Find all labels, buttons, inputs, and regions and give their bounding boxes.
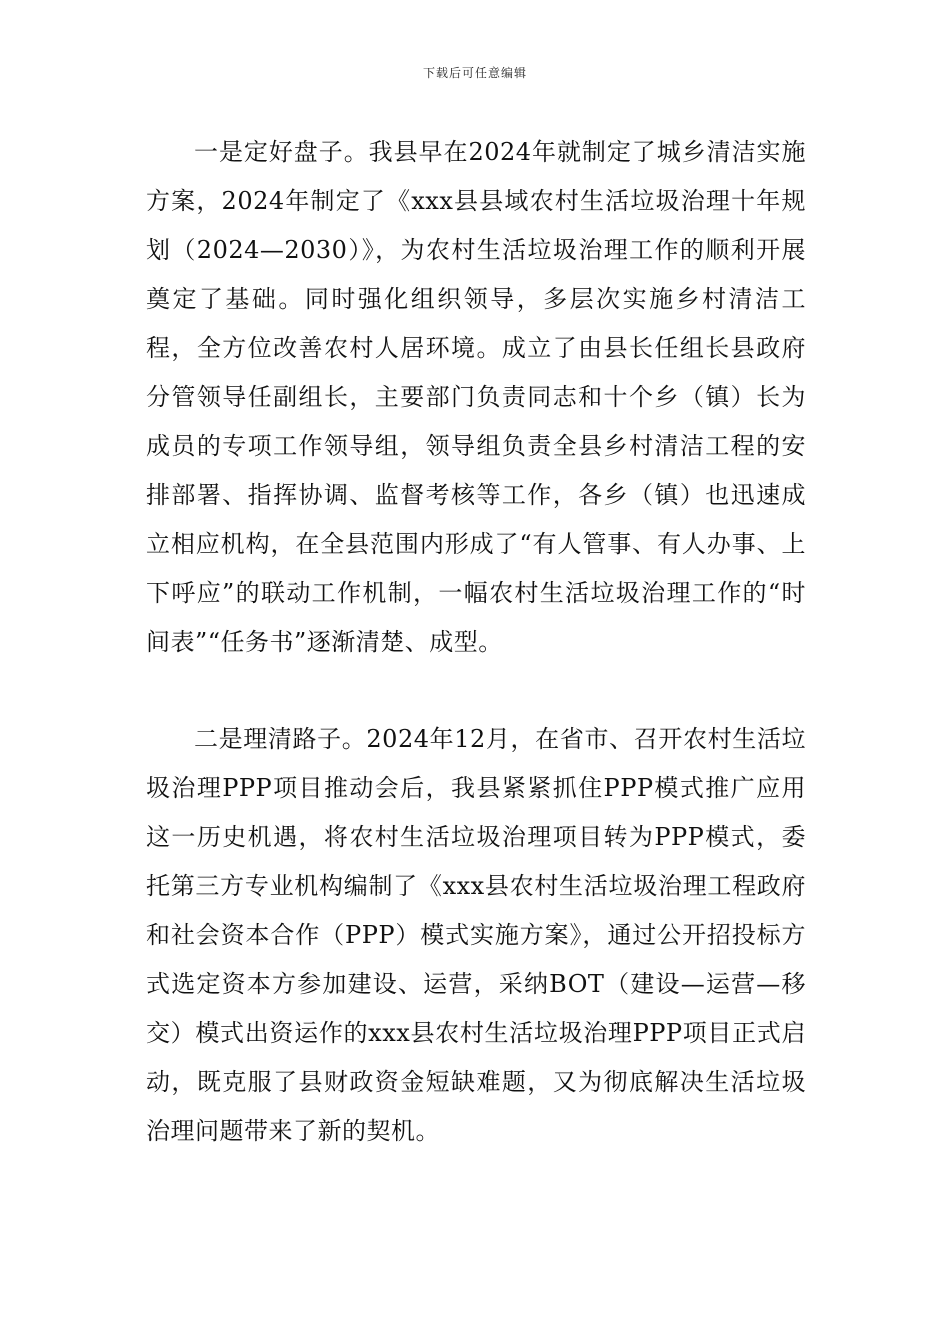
document-body xyxy=(146,128,806,1156)
paragraph-2: 二是理清路子。2024年12月，在省市、召开农村生活垃圾治理PPP项目推动会后，我县紧紧抓住PPP模式推广应用这一历史机遇，将农村生活垃圾治理项目转为PPP模式，委托第三方专业机构编制了《xxx县农村生活垃圾治理工程政府和社会资本合作（PPP）模式实施方案》，通过公开招投标方式选定资本方参加建设、运营，采纳BOT（建设—运营—移交）模式出资运作的xxx县农村生活垃圾治理PPP项目正式启动，既克服了县财政资金短缺难题，又为彻底解决生活垃圾治理问题带来了新的契机。 xyxy=(146,725,806,1145)
paragraph-1: 一是定好盘子。我县早在2024年就制定了城乡清洁实施方案，2024年制定了《xxx县县域农村生活垃圾治理十年规划（2024—2030）》，为农村生活垃圾治理工作的顺利开展奠定了基础。同时强化组织领导，多层次实施乡村清洁工程，全方位改善农村人居环境。成立了由县长任组长县政府分管领导任副组长，主要部门负责同志和十个乡（镇）长为成员的专项工作领导组，领导组负责全县乡村清洁工程的安排部署、指挥协调、监督考核等工作，各乡（镇）也迅速成立相应机构，在全县范围内形成了“有人管事、有人办事、上下呼应”的联动工作机制，一幅农村生活垃圾治理工作的“时间表”“任务书”逐渐清楚、成型。 xyxy=(146,138,806,656)
page-header: 下载后可任意编辑 xyxy=(422,66,527,80)
